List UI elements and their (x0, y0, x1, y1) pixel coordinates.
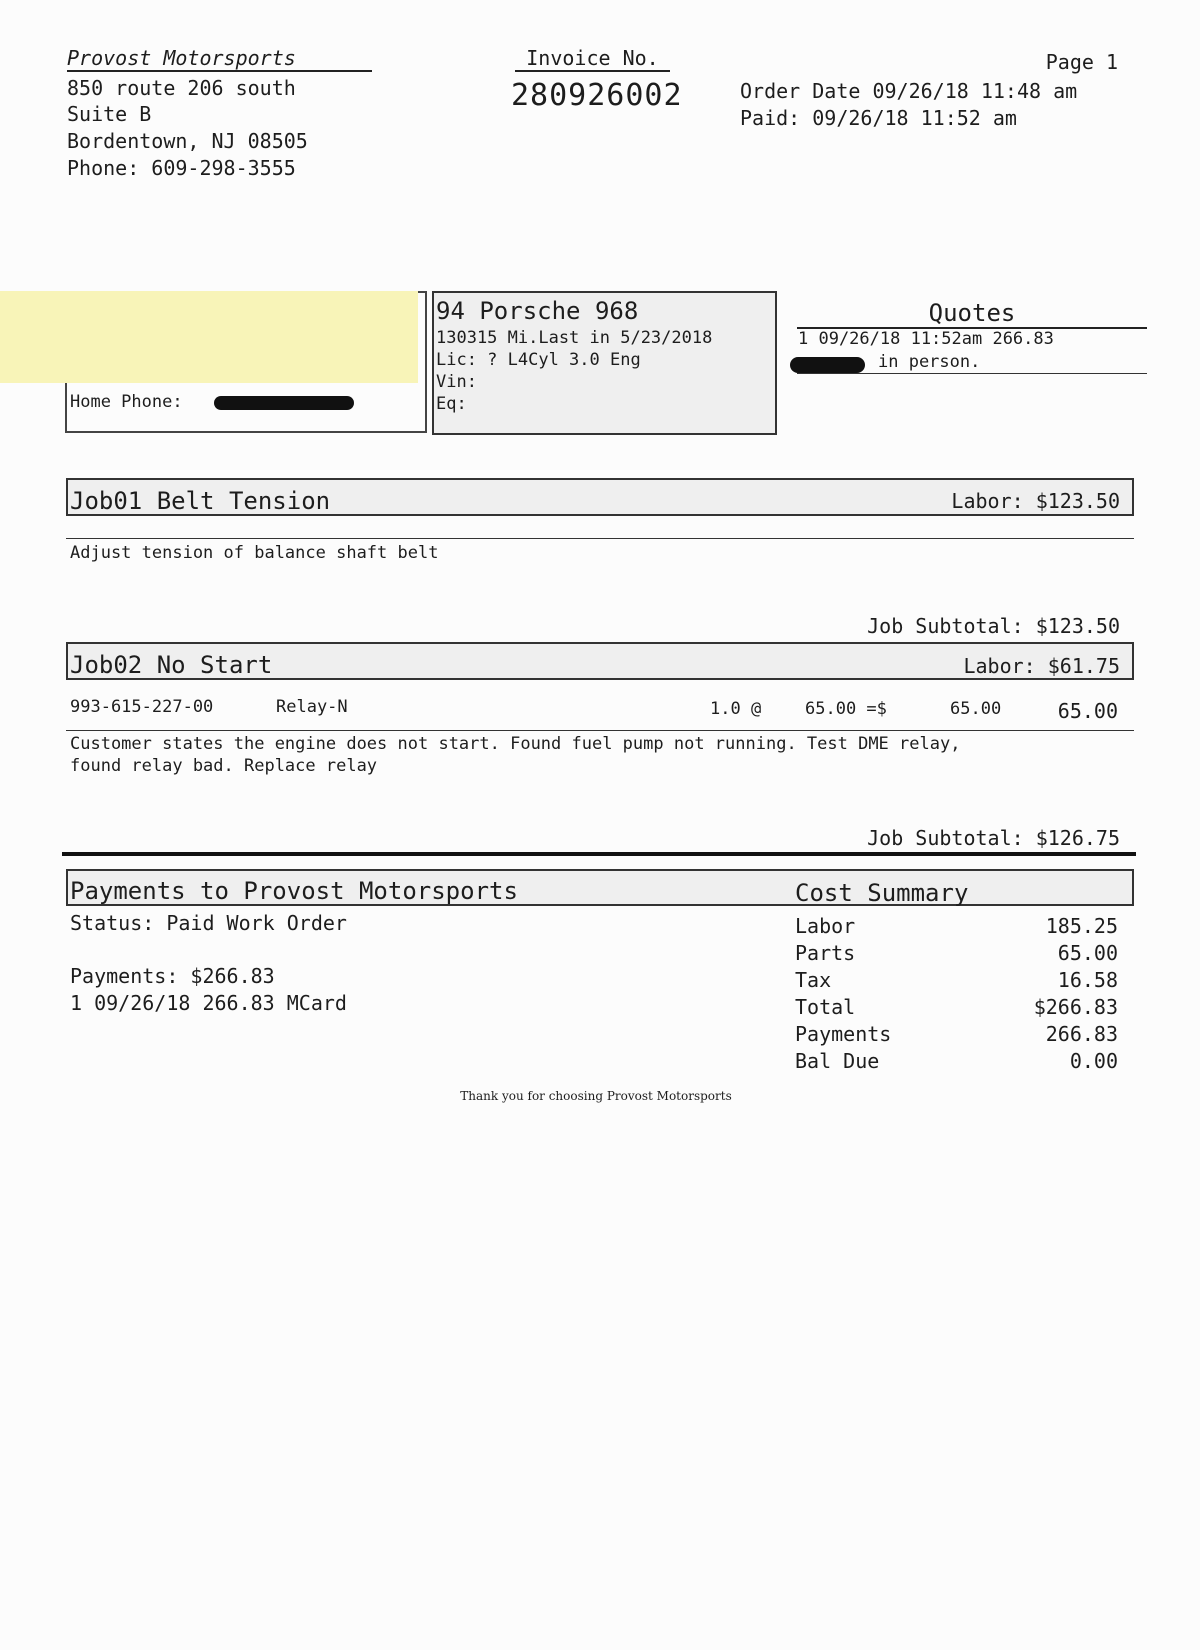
summary-label-total: Total (795, 995, 856, 1019)
order-date: Order Date 09/26/18 11:48 am (740, 79, 1078, 103)
job02-line-total: 65.00 (1057, 699, 1118, 723)
vehicle-license: Lic: ? L4Cyl 3.0 Eng (436, 350, 641, 370)
quote-note: in person. (878, 352, 981, 372)
job02-extended: 65.00 (950, 699, 1002, 719)
job01-title: Job01 Belt Tension (70, 487, 331, 515)
summary-value-total: $266.83 (1033, 995, 1118, 1019)
summary-value-labor: 185.25 (1045, 914, 1118, 938)
vehicle-mileage: 130315 Mi.Last in 5/23/2018 (436, 328, 713, 348)
job01-labor: Labor: $123.50 (951, 489, 1120, 513)
job01-divider (66, 538, 1134, 539)
quote-row: 1 09/26/18 11:52am 266.83 (798, 329, 1054, 349)
vehicle-vin: Vin: (436, 372, 477, 392)
job01-subtotal: Job Subtotal: $123.50 (867, 614, 1120, 638)
summary-value-payments: 266.83 (1045, 1022, 1118, 1046)
summary-label-parts: Parts (795, 941, 856, 965)
job02-subtotal: Job Subtotal: $126.75 (867, 826, 1120, 850)
paid-date: Paid: 09/26/18 11:52 am (740, 106, 1017, 130)
cost-summary-title: Cost Summary (795, 879, 969, 907)
vehicle-eq: Eq: (436, 394, 467, 414)
summary-label-tax: Tax (795, 968, 832, 992)
payment-status: Status: Paid Work Order (70, 911, 347, 935)
home-phone-redaction (214, 396, 354, 410)
company-address-1: 850 route 206 south (67, 76, 296, 100)
invoice-number: 280926002 (511, 78, 683, 113)
payments-title: Payments to Provost Motorsports (70, 877, 518, 905)
quotes-title: Quotes (797, 299, 1147, 329)
company-address-2: Suite B (67, 102, 152, 126)
company-phone: Phone: 609-298-3555 (67, 156, 296, 180)
job02-unit-price: 65.00 =$ (805, 699, 887, 719)
company-name: Provost Motorsports (67, 46, 372, 72)
totals-separator (62, 852, 1136, 856)
thank-you-note: Thank you for choosing Provost Motorsports (460, 1089, 732, 1103)
job02-description-2: found relay bad. Replace relay (70, 756, 378, 776)
summary-label-labor: Labor (795, 914, 856, 938)
summary-value-bal-due: 0.00 (1069, 1049, 1118, 1073)
job01-description: Adjust tension of balance shaft belt (70, 543, 439, 563)
summary-label-payments: Payments (795, 1022, 892, 1046)
invoice-label: Invoice No. (515, 46, 670, 72)
summary-value-tax: 16.58 (1057, 968, 1118, 992)
vehicle-title: 94 Porsche 968 (436, 297, 639, 325)
job02-part-number: 993-615-227-00 (70, 697, 214, 717)
job02-qty: 1.0 @ (710, 699, 762, 719)
job02-title: Job02 No Start (70, 651, 273, 679)
quote-redaction (790, 357, 865, 373)
job02-part-name: Relay-N (276, 697, 348, 717)
company-address-3: Bordentown, NJ 08505 (67, 129, 308, 153)
job02-labor: Labor: $61.75 (963, 654, 1120, 678)
customer-highlight (0, 291, 418, 383)
summary-value-parts: 65.00 (1057, 941, 1118, 965)
job02-divider (66, 730, 1134, 731)
quotes-divider (797, 373, 1147, 374)
payment-row: 1 09/26/18 266.83 MCard (70, 991, 347, 1015)
payments-total: Payments: $266.83 (70, 964, 275, 988)
page-number: Page 1 (1045, 50, 1118, 74)
job02-description-1: Customer states the engine does not start. Found fuel pump not running. Test DME relay, (70, 734, 961, 754)
home-phone-label: Home Phone: (70, 392, 183, 412)
summary-label-bal-due: Bal Due (795, 1049, 880, 1073)
